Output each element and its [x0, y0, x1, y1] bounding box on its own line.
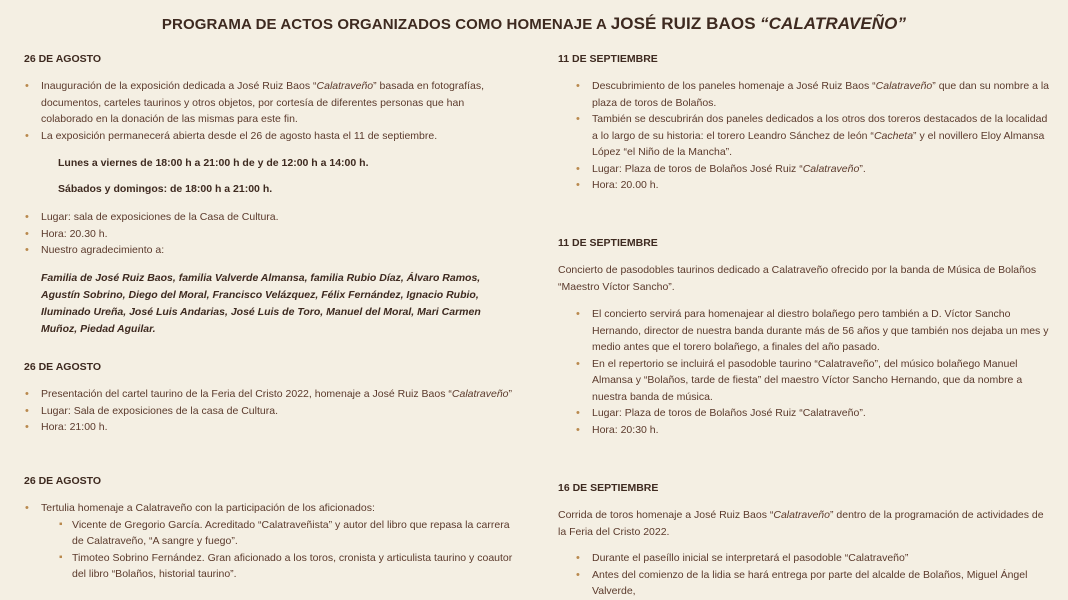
- bullet-list: [575, 550, 1050, 600]
- list-item: • Presentación del cartel taurino de la Feria del Cristo 2022, homenaje a José Ruiz Baos “Calatraveño”: [24, 386, 519, 403]
- bullet-list: [575, 306, 1050, 438]
- sub-list-item: ▪ Timoteo Sobrino Fernández. Gran aficionado a los toros, cronista y articulista taurino y coautor del libro “Bolaños, historial taurino”.: [58, 550, 519, 583]
- list-item: • Tertulia homenaje a Calatraveño con la participación de los aficionados: ▪ Vicente de Gregorio García. Acreditado “Calatraveñista” y autor del libro que repasa la carrera de Calatraveño, “A sangre y fuego”. ▪ Timoteo Sobrino Fernández. Gran aficionado a los toros, cronista y articulista taurino y coautor del libro “Bolaños, historial taurino”.: [24, 500, 519, 583]
- list-item: • Lugar: Plaza de toros de Bolaños José Ruiz “Calatraveño”.: [575, 405, 1050, 422]
- section-date: 26 DE AGOSTO: [24, 53, 102, 65]
- section-intro: Concierto de pasodobles taurinos dedicado a Calatraveño ofrecido por la banda de Música de Bolaños “Maestro Víctor Sancho”.: [558, 264, 1037, 293]
- bullet-list: [575, 78, 1050, 194]
- list-item: • Lugar: Sala de exposiciones de la casa de Cultura.: [24, 403, 519, 420]
- list-item: • Antes del comienzo de la lidia se hará entrega por parte del alcalde de Bolaños, Miguel Ángel Valverde,: [575, 567, 1050, 600]
- section-date: 11 DE SEPTIEMBRE: [558, 53, 658, 65]
- title-prefix: PROGRAMA DE ACTOS ORGANIZADOS COMO HOMENAJE A: [161, 16, 611, 33]
- section-date: 26 DE AGOSTO: [24, 361, 102, 373]
- list-item: • Nuestro agradecimiento a:: [24, 242, 519, 259]
- hours-weekdays: Lunes a viernes de 18:00 h a 21:00 h de y de 12:00 h a 14:00 h.: [58, 157, 369, 169]
- bullet-list: [24, 500, 519, 583]
- list-item: • Inauguración de la exposición dedicada a José Ruiz Baos “Calatraveño” basada en fotografías, documentos, carteles taurinos y otros objetos, por cortesía de diferentes personas que han colaborado en la donación de las mismas para este fin.: [24, 78, 519, 128]
- bullet-list: [24, 209, 519, 259]
- list-item: • Hora: 20.30 h.: [24, 226, 519, 243]
- list-item: • Hora: 21:00 h.: [24, 419, 519, 436]
- section-date: 16 DE SEPTIEMBRE: [558, 482, 659, 494]
- acknowledgements: Familia de José Ruiz Baos, familia Valverde Almansa, familia Rubio Díaz, Álvaro Ramos, Agustín Sobrino, Diego del Moral, Francisco Velázquez, Félix Fernández, Ignacio Rubio, Iluminado Ureña, José Luis Andarias, José Luis de Toro, Manuel del Moral, Mari Carmen Muñoz, Piedad Aguilar.: [41, 272, 481, 335]
- section-intro: Corrida de toros homenaje a José Ruiz Baos “Calatraveño” dentro de la programación de actividades de la Feria del Cristo 2022.: [558, 509, 1044, 538]
- list-item: • Hora: 20:30 h.: [575, 422, 1050, 439]
- list-item: • Lugar: sala de exposiciones de la Casa de Cultura.: [24, 209, 519, 226]
- title-name: JOSÉ RUIZ BAOS: [610, 14, 756, 33]
- title-nickname: “CALATRAVEÑO”: [759, 14, 907, 33]
- list-item: • Hora: 20.00 h.: [575, 177, 1050, 194]
- list-item: • El concierto servirá para homenajear al diestro bolañego pero también a D. Víctor Sancho Hernando, director de nuestra banda durante más de 56 años y que también nos dejaba un mes y medio antes que el torero bolañego, a finales del año pasado.: [575, 306, 1050, 356]
- list-item: • También se descubrirán dos paneles dedicados a los otros dos toreros destacados de la localidad a lo largo de su historia: el torero Leandro Sánchez de león “Cacheta” y el novillero Eloy Almansa López “el Niño de la Mancha”.: [575, 111, 1050, 161]
- list-item: • Durante el paseíllo inicial se interpretará el pasodoble “Calatraveño”: [575, 550, 1050, 567]
- list-item: • En el repertorio se incluirá el pasodoble taurino “Calatraveño”, del músico bolañego Manuel Almansa y “Bolaños, tarde de fiesta” del maestro Víctor Sancho Hernando, que da nombre a nuestra banda de música.: [575, 356, 1050, 406]
- list-item: • Descubrimiento de los paneles homenaje a José Ruiz Baos “Calatraveño” que dan su nombre a la plaza de toros de Bolaños.: [575, 78, 1050, 111]
- bullet-list: [24, 386, 519, 436]
- section-date: 26 DE AGOSTO: [24, 475, 102, 487]
- list-item: • La exposición permanecerá abierta desde el 26 de agosto hasta el 11 de septiembre.: [24, 128, 519, 145]
- section-date: 11 DE SEPTIEMBRE: [558, 237, 658, 249]
- sub-list: [58, 517, 519, 583]
- sub-list-item: ▪ Vicente de Gregorio García. Acreditado “Calatraveñista” y autor del libro que repasa la carrera de Calatraveño, “A sangre y fuego”.: [58, 517, 519, 550]
- page-title: [0, 14, 1068, 34]
- hours-weekend: Sábados y domingos: de 18:00 h a 21:00 h.: [58, 183, 273, 195]
- list-item: • Lugar: Plaza de toros de Bolaños José Ruiz “Calatraveño”.: [575, 161, 1050, 178]
- bullet-list: [24, 78, 519, 144]
